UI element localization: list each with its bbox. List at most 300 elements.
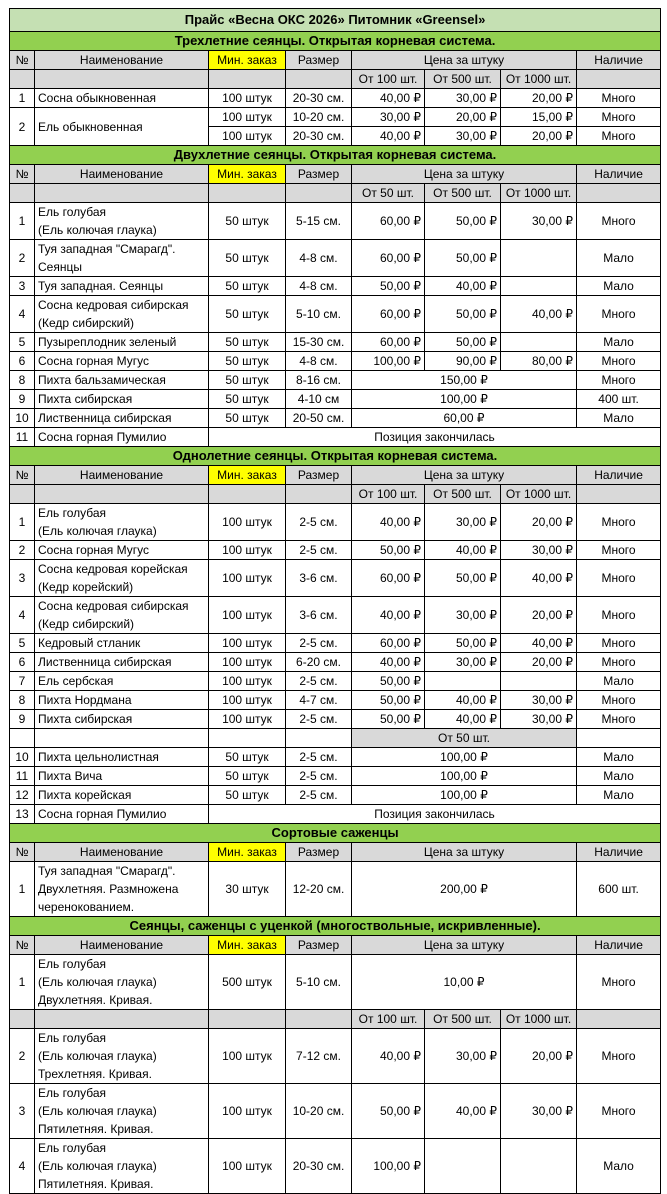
section-title: Трехлетние сеянцы. Открытая корневая система.: [10, 32, 661, 51]
item-name: [35, 1029, 209, 1084]
price-tier-1: 100,00 ₽: [352, 352, 425, 371]
size: 2-5 см.: [286, 541, 352, 560]
price-tier: От 100 шт.: [352, 70, 425, 89]
blank-cell: [35, 1010, 209, 1029]
section-title: Однолетние сеянцы. Открытая корневая система.: [10, 447, 661, 466]
size: 3-6 см.: [286, 597, 352, 634]
availability: Много: [577, 691, 661, 710]
col-header-min-order: Мин. заказ: [209, 51, 286, 70]
availability: Много: [577, 504, 661, 541]
blank-cell: [286, 184, 352, 203]
item-name: [35, 1139, 209, 1194]
blank-cell: [209, 70, 286, 89]
col-header-num: №: [10, 165, 35, 184]
availability: Мало: [577, 767, 661, 786]
price-tier-3: 15,00 ₽: [501, 108, 577, 127]
table-row: [10, 653, 661, 672]
row-num: 3: [10, 560, 35, 597]
size: 4-8 см.: [286, 352, 352, 371]
blank-cell: [35, 485, 209, 504]
col-header-name: Наименование: [35, 466, 209, 485]
table-row: [10, 786, 661, 805]
min-order: 100 штук: [209, 541, 286, 560]
item-name-line: Сосна кедровая сибирская: [38, 298, 189, 312]
size: 2-5 см.: [286, 634, 352, 653]
price-tier-3: 30,00 ₽: [501, 691, 577, 710]
price-tier-2: 30,00 ₽: [425, 653, 501, 672]
availability: Много: [577, 1029, 661, 1084]
sold-out-note: Позиция закончилась: [209, 805, 661, 824]
size: 7-12 см.: [286, 1029, 352, 1084]
item-name: [35, 203, 209, 240]
item-name: Пихта сибирская: [35, 710, 209, 729]
row-num: 4: [10, 597, 35, 634]
availability: Много: [577, 352, 661, 371]
table-row: [10, 89, 661, 108]
min-order: 100 штук: [209, 1139, 286, 1194]
availability: Много: [577, 89, 661, 108]
availability: Много: [577, 203, 661, 240]
item-name: Кедровый стланик: [35, 634, 209, 653]
item-name-line: (Ель колючая глаука): [38, 975, 157, 989]
blank-cell: [577, 729, 661, 748]
min-order: 50 штук: [209, 390, 286, 409]
availability: Много: [577, 127, 661, 146]
blank-cell: [209, 1010, 286, 1029]
item-name: [35, 597, 209, 634]
col-header-size: Размер: [286, 165, 352, 184]
min-order: 50 штук: [209, 203, 286, 240]
col-header-size: Размер: [286, 843, 352, 862]
availability: Мало: [577, 409, 661, 428]
min-order: 100 штук: [209, 1084, 286, 1139]
single-price: 100,00 ₽: [352, 786, 577, 805]
size: 2-5 см.: [286, 786, 352, 805]
price-tier: От 1000 шт.: [501, 184, 577, 203]
row-num: 6: [10, 653, 35, 672]
availability: Мало: [577, 277, 661, 296]
item-name-line: (Ель колючая глаука): [38, 223, 157, 237]
col-header-name: Наименование: [35, 843, 209, 862]
min-order: 500 штук: [209, 955, 286, 1010]
row-num: 12: [10, 786, 35, 805]
table-row: [10, 277, 661, 296]
blank-cell: [35, 184, 209, 203]
min-order: 50 штук: [209, 352, 286, 371]
table-row: [10, 1084, 661, 1139]
row-num: 1: [10, 203, 35, 240]
item-name: Пихта цельнолистная: [35, 748, 209, 767]
item-name-line: Трехлетняя. Кривая.: [38, 1067, 152, 1081]
row-num: 8: [10, 691, 35, 710]
price-tier-2: 50,00 ₽: [425, 240, 501, 277]
price-tier-3: 20,00 ₽: [501, 127, 577, 146]
row-num: 10: [10, 748, 35, 767]
size: 2-5 см.: [286, 748, 352, 767]
price-tier-1: 50,00 ₽: [352, 691, 425, 710]
item-name-line: (Ель колючая глаука): [38, 1159, 157, 1173]
price-tier-1: 50,00 ₽: [352, 672, 425, 691]
price-tier-2: 40,00 ₽: [425, 541, 501, 560]
price-tier-2: 30,00 ₽: [425, 504, 501, 541]
col-header-availability: Наличие: [577, 466, 661, 485]
price-tier-3: 30,00 ₽: [501, 1084, 577, 1139]
price-tier-1: 100,00 ₽: [352, 1139, 425, 1194]
size: 2-5 см.: [286, 504, 352, 541]
item-name-line: Ель голубая: [38, 205, 107, 219]
size: 10-20 см.: [286, 1084, 352, 1139]
min-order: 50 штук: [209, 371, 286, 390]
row-num: 3: [10, 1084, 35, 1139]
item-name: Туя западная. Сеянцы: [35, 277, 209, 296]
min-order: 50 штук: [209, 240, 286, 277]
table-row: [10, 634, 661, 653]
price-tier: От 500 шт.: [425, 485, 501, 504]
size: 2-5 см.: [286, 710, 352, 729]
price-tier-1: 40,00 ₽: [352, 653, 425, 672]
item-name: Сосна обыкновенная: [35, 89, 209, 108]
row-num: 9: [10, 710, 35, 729]
col-header-name: Наименование: [35, 51, 209, 70]
blank-cell: [209, 485, 286, 504]
min-order: 100 штук: [209, 597, 286, 634]
item-name: [35, 504, 209, 541]
item-name-line: (Кедр сибирский): [38, 617, 135, 631]
size: 20-30 см.: [286, 127, 352, 146]
table-row: [10, 108, 661, 127]
col-header-availability: Наличие: [577, 936, 661, 955]
item-name: Ель обыкновенная: [35, 108, 209, 146]
size: 3-6 см.: [286, 560, 352, 597]
min-order: 100 штук: [209, 560, 286, 597]
single-price: 100,00 ₽: [352, 390, 577, 409]
col-header-size: Размер: [286, 51, 352, 70]
item-name-line: (Кедр сибирский): [38, 316, 135, 330]
availability: Много: [577, 955, 661, 1010]
price-tier-1: 60,00 ₽: [352, 560, 425, 597]
row-num: 2: [10, 108, 35, 146]
price-tier: От 500 шт.: [425, 184, 501, 203]
blank-cell: [10, 70, 35, 89]
size: 8-16 см.: [286, 371, 352, 390]
row-num: 5: [10, 634, 35, 653]
min-order: 50 штук: [209, 748, 286, 767]
table-row: [10, 541, 661, 560]
price-tier-1: 40,00 ₽: [352, 89, 425, 108]
price-tier-2: 20,00 ₽: [425, 108, 501, 127]
row-num: 1: [10, 955, 35, 1010]
price-tier-2: 50,00 ₽: [425, 203, 501, 240]
blank-cell: [10, 485, 35, 504]
row-num: 1: [10, 504, 35, 541]
price-tier-1: 40,00 ₽: [352, 1029, 425, 1084]
table-row: [10, 504, 661, 541]
min-order: 50 штук: [209, 767, 286, 786]
row-num: 10: [10, 409, 35, 428]
price-tier-1: 30,00 ₽: [352, 108, 425, 127]
price-tier: От 1000 шт.: [501, 1010, 577, 1029]
min-order: 100 штук: [209, 89, 286, 108]
row-num: 5: [10, 333, 35, 352]
price-tier: От 500 шт.: [425, 70, 501, 89]
size: 4-8 см.: [286, 240, 352, 277]
price-tier: От 1000 шт.: [501, 70, 577, 89]
blank-cell: [577, 70, 661, 89]
availability: Много: [577, 296, 661, 333]
single-price: 100,00 ₽: [352, 767, 577, 786]
price-tier-2: 50,00 ₽: [425, 634, 501, 653]
table-row: [10, 203, 661, 240]
price-tier-3: 20,00 ₽: [501, 89, 577, 108]
item-name: [35, 296, 209, 333]
size: 4-7 см.: [286, 691, 352, 710]
min-order: 100 штук: [209, 504, 286, 541]
item-name: [35, 955, 209, 1010]
price-tier-1: 40,00 ₽: [352, 504, 425, 541]
blank-cell: [286, 485, 352, 504]
item-name-line: Туя западная "Смарагд".: [38, 864, 176, 878]
size: 5-10 см.: [286, 955, 352, 1010]
price-tier-3: 30,00 ₽: [501, 541, 577, 560]
price-tier-1: 40,00 ₽: [352, 127, 425, 146]
table-row: [10, 862, 661, 917]
availability: Мало: [577, 1139, 661, 1194]
row-num: 4: [10, 296, 35, 333]
size: 12-20 см.: [286, 862, 352, 917]
col-header-min-order: Мин. заказ: [209, 165, 286, 184]
col-header-name: Наименование: [35, 936, 209, 955]
row-num: 1: [10, 862, 35, 917]
price-tier-2: 40,00 ₽: [425, 710, 501, 729]
price-tier-1: 60,00 ₽: [352, 203, 425, 240]
availability: Мало: [577, 748, 661, 767]
price-tier-1: 60,00 ₽: [352, 333, 425, 352]
item-name-line: Ель голубая: [38, 1141, 107, 1155]
availability: Мало: [577, 786, 661, 805]
section-title: Двухлетние сеянцы. Открытая корневая система.: [10, 146, 661, 165]
item-name-line: (Ель колючая глаука): [38, 524, 157, 538]
item-name-line: (Ель колючая глаука): [38, 1104, 157, 1118]
size: 15-30 см.: [286, 333, 352, 352]
blank-cell: [577, 485, 661, 504]
availability: 400 шт.: [577, 390, 661, 409]
price-table: [9, 8, 661, 1194]
blank-cell: [577, 184, 661, 203]
availability: Много: [577, 560, 661, 597]
price-tier-3: 30,00 ₽: [501, 710, 577, 729]
size: 6-20 см.: [286, 653, 352, 672]
price-tier-1: 40,00 ₽: [352, 597, 425, 634]
col-header-num: №: [10, 936, 35, 955]
availability: Мало: [577, 672, 661, 691]
table-row: [10, 371, 661, 390]
availability: Много: [577, 710, 661, 729]
single-price: 150,00 ₽: [352, 371, 577, 390]
table-row: [10, 1139, 661, 1194]
price-tier-3: [501, 240, 577, 277]
row-num: 8: [10, 371, 35, 390]
row-num: 13: [10, 805, 35, 824]
price-tier: От 100 шт.: [352, 485, 425, 504]
availability: Мало: [577, 333, 661, 352]
col-header-price: Цена за штуку: [352, 466, 577, 485]
row-num: 6: [10, 352, 35, 371]
price-tier-3: 20,00 ₽: [501, 597, 577, 634]
item-name-line: Сосна кедровая корейская: [38, 562, 188, 576]
price-tier-2: 30,00 ₽: [425, 1029, 501, 1084]
item-name-line: Туя западная "Смарагд".: [38, 242, 176, 256]
availability: Много: [577, 653, 661, 672]
price-tier-3: 30,00 ₽: [501, 203, 577, 240]
price-tier-3: 40,00 ₽: [501, 634, 577, 653]
row-num: 11: [10, 428, 35, 447]
price-tier-1: 60,00 ₽: [352, 240, 425, 277]
min-order: 100 штук: [209, 1029, 286, 1084]
col-header-price: Цена за штуку: [352, 51, 577, 70]
item-name: Сосна горная Мугус: [35, 352, 209, 371]
blank-cell: [286, 729, 352, 748]
blank-cell: [209, 729, 286, 748]
min-order: 50 штук: [209, 277, 286, 296]
blank-cell: [10, 184, 35, 203]
blank-cell: [286, 70, 352, 89]
item-name: [35, 862, 209, 917]
price-tier-1: 50,00 ₽: [352, 541, 425, 560]
availability: Много: [577, 1084, 661, 1139]
price-tier: От 50 шт.: [352, 184, 425, 203]
item-name: Лиственница сибирская: [35, 653, 209, 672]
availability: Много: [577, 108, 661, 127]
min-order: 100 штук: [209, 653, 286, 672]
item-name-line: Сеянцы: [38, 260, 82, 274]
price-tier-2: [425, 1139, 501, 1194]
col-header-availability: Наличие: [577, 843, 661, 862]
blank-cell: [209, 184, 286, 203]
table-row: [10, 409, 661, 428]
item-name: [35, 560, 209, 597]
table-row: [10, 710, 661, 729]
price-tier-3: [501, 1139, 577, 1194]
price-tier-3: [501, 277, 577, 296]
price-tier-2: [425, 672, 501, 691]
availability: Много: [577, 371, 661, 390]
item-name: Пузыреплодник зеленый: [35, 333, 209, 352]
row-num: 7: [10, 672, 35, 691]
row-num: 1: [10, 89, 35, 108]
size: 2-5 см.: [286, 672, 352, 691]
col-header-min-order: Мин. заказ: [209, 843, 286, 862]
price-tier-1: 60,00 ₽: [352, 296, 425, 333]
table-row: [10, 240, 661, 277]
price-tier-2: 50,00 ₽: [425, 333, 501, 352]
price-tier-1: 50,00 ₽: [352, 1084, 425, 1139]
min-order: 50 штук: [209, 333, 286, 352]
item-name-line: черенокованием.: [38, 900, 135, 914]
price-tier-3: 20,00 ₽: [501, 653, 577, 672]
min-order: 50 штук: [209, 409, 286, 428]
col-header-num: №: [10, 466, 35, 485]
price-tier-3: 80,00 ₽: [501, 352, 577, 371]
row-num: 2: [10, 541, 35, 560]
table-row: [10, 428, 661, 447]
price-tier-1: 60,00 ₽: [352, 634, 425, 653]
min-order: 30 штук: [209, 862, 286, 917]
item-name: Ель сербская: [35, 672, 209, 691]
item-name-line: Сосна кедровая сибирская: [38, 599, 189, 613]
size: 2-5 см.: [286, 767, 352, 786]
price-tier-2: 40,00 ₽: [425, 691, 501, 710]
item-name: Пихта сибирская: [35, 390, 209, 409]
price-tier-2: 30,00 ₽: [425, 597, 501, 634]
section-title: Сортовые саженцы: [10, 824, 661, 843]
item-name: Сосна горная Пумилио: [35, 428, 209, 447]
price-tier: От 50 шт.: [352, 729, 577, 748]
single-price: 60,00 ₽: [352, 409, 577, 428]
min-order: 50 штук: [209, 786, 286, 805]
price-tier: От 1000 шт.: [501, 485, 577, 504]
price-tier-1: 50,00 ₽: [352, 710, 425, 729]
price-tier-2: 30,00 ₽: [425, 89, 501, 108]
item-name-line: Ель голубая: [38, 1086, 107, 1100]
item-name: Пихта Вича: [35, 767, 209, 786]
price-tier-3: 20,00 ₽: [501, 504, 577, 541]
item-name-line: Двухлетняя. Кривая.: [38, 993, 153, 1007]
col-header-availability: Наличие: [577, 51, 661, 70]
table-row: [10, 672, 661, 691]
section-title: Сеянцы, саженцы с уценкой (многоствольные, искривленные).: [10, 917, 661, 936]
min-order: 100 штук: [209, 672, 286, 691]
row-num: 2: [10, 240, 35, 277]
availability: Много: [577, 634, 661, 653]
table-row: [10, 597, 661, 634]
item-name: [35, 240, 209, 277]
col-header-size: Размер: [286, 936, 352, 955]
table-row: [10, 352, 661, 371]
item-name: [35, 1084, 209, 1139]
col-header-min-order: Мин. заказ: [209, 936, 286, 955]
row-num: 2: [10, 1029, 35, 1084]
row-num: 4: [10, 1139, 35, 1194]
price-tier-1: 50,00 ₽: [352, 277, 425, 296]
min-order: 100 штук: [209, 108, 286, 127]
price-tier: От 100 шт.: [352, 1010, 425, 1029]
min-order: 100 штук: [209, 634, 286, 653]
price-tier-2: 40,00 ₽: [425, 277, 501, 296]
size: 4-8 см.: [286, 277, 352, 296]
size: 4-10 см: [286, 390, 352, 409]
single-price: 200,00 ₽: [352, 862, 577, 917]
col-header-num: №: [10, 51, 35, 70]
table-row: [10, 748, 661, 767]
col-header-price: Цена за штуку: [352, 843, 577, 862]
min-order: 100 штук: [209, 710, 286, 729]
col-header-size: Размер: [286, 466, 352, 485]
row-num: 9: [10, 390, 35, 409]
item-name-line: Ель голубая: [38, 1031, 107, 1045]
sold-out-note: Позиция закончилась: [209, 428, 661, 447]
col-header-availability: Наличие: [577, 165, 661, 184]
availability: Много: [577, 597, 661, 634]
size: 5-10 см.: [286, 296, 352, 333]
availability: Много: [577, 541, 661, 560]
size: 20-30 см.: [286, 1139, 352, 1194]
price-tier-2: 40,00 ₽: [425, 1084, 501, 1139]
table-row: [10, 691, 661, 710]
item-name: Лиственница сибирская: [35, 409, 209, 428]
item-name-line: Ель голубая: [38, 506, 107, 520]
table-row: [10, 560, 661, 597]
price-tier: От 500 шт.: [425, 1010, 501, 1029]
